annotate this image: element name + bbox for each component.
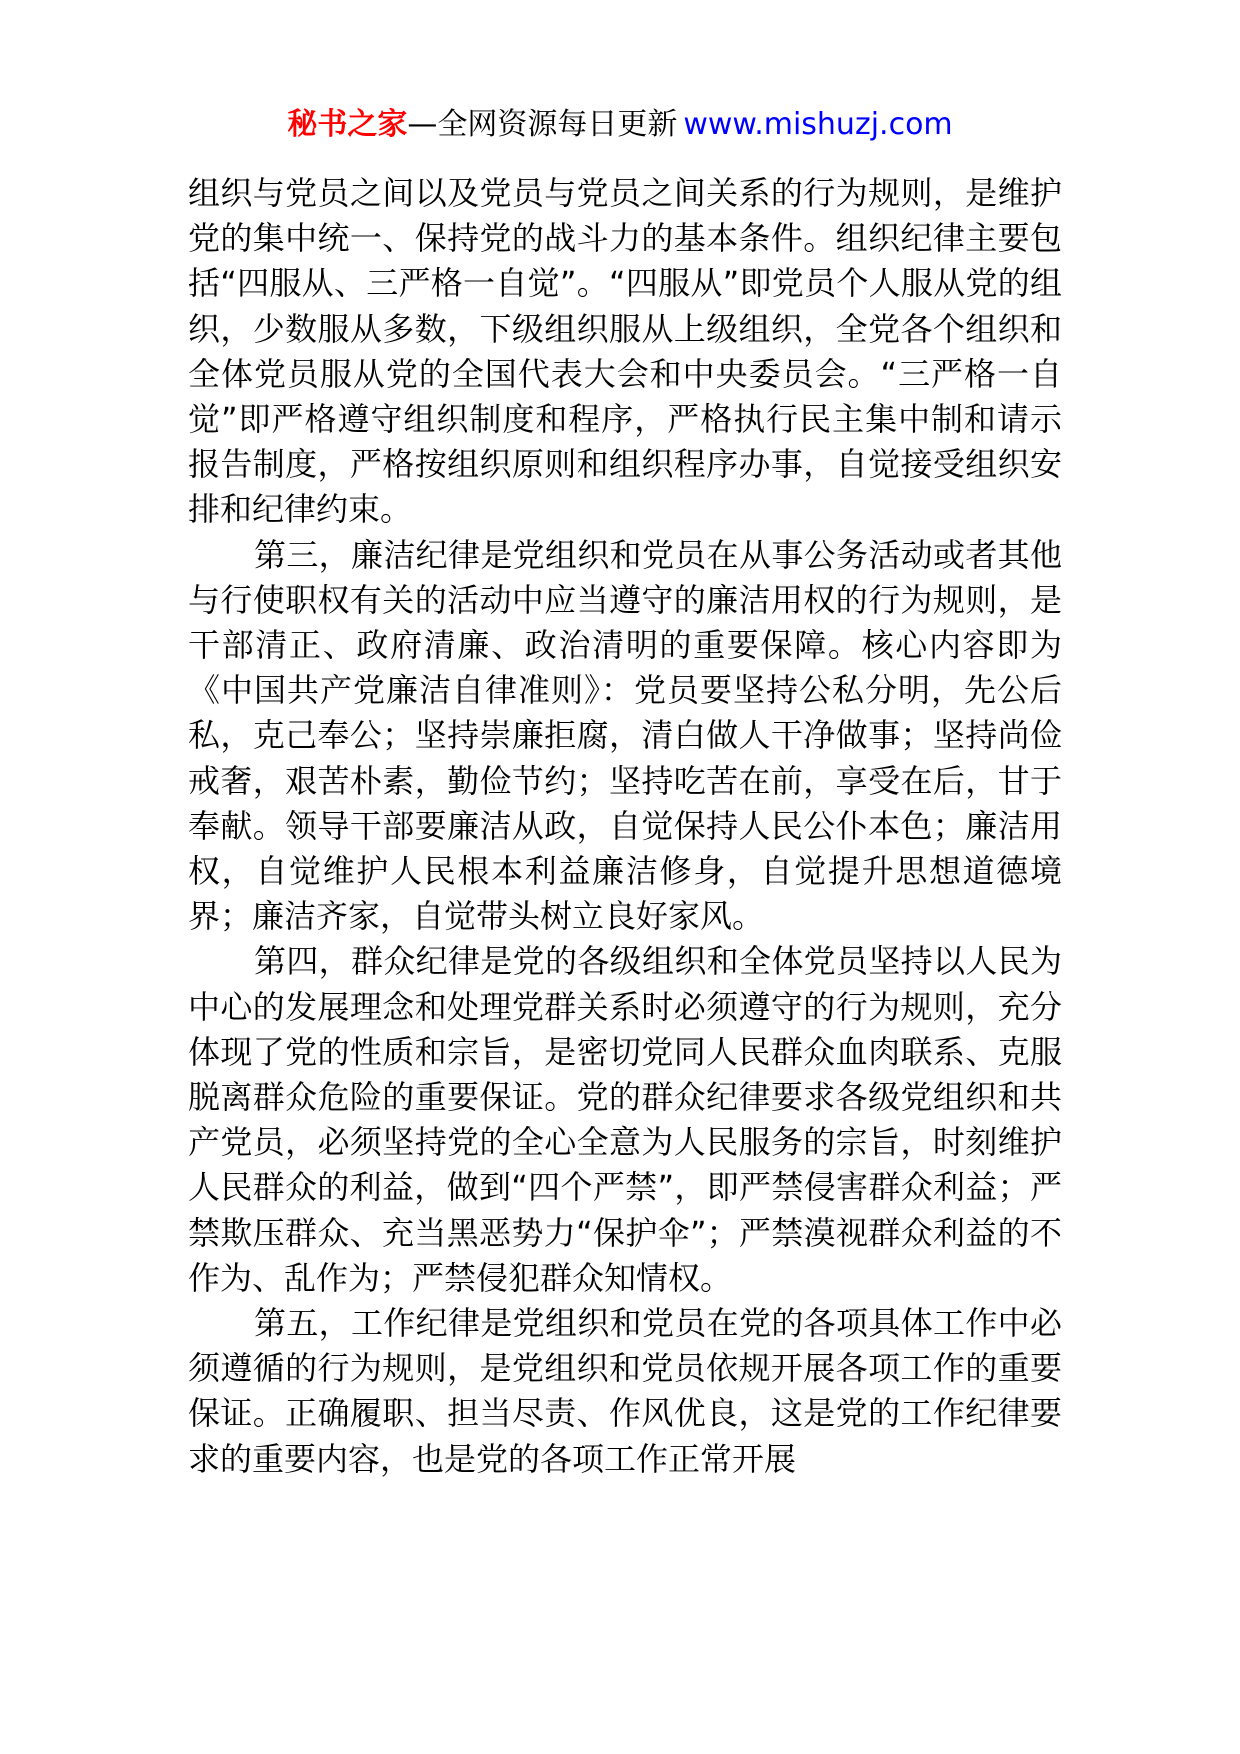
header-tagline: —全网资源每日更新 — [407, 107, 678, 142]
page-header — [0, 100, 1240, 150]
paragraph-integrity-discipline: 第三，廉洁纪律是党组织和党员在从事公务活动或者其他与行使职权有关的活动中应当遵守的廉洁用权的行为规则，是干部清正、政府清廉、政治清明的重要保障。核心内容即为《中国共产党廉洁自律准则》：党员要坚持公私分明，先公后私，克己奉公；坚持崇廉拒腐，清白做人干净做事；坚持尚俭戒奢，艰苦朴素，勤俭节约；坚持吃苦在前，享受在后，甘于奉献。领导干部要廉洁从政，自觉保持人民公仆本色；廉洁用权，自觉维护人民根本利益廉洁修身，自觉提升思想道德境界；廉洁齐家，自觉带头树立良好家风。 — [188, 535, 1062, 936]
paragraph-mass-discipline: 第四，群众纪律是党的各级组织和全体党员坚持以人民为中心的发展理念和处理党群关系时必须遵守的行为规则，充分体现了党的性质和宗旨，是密切党同人民群众血肉联系、克服脱离群众危险的重要保证。党的群众纪律要求各级党组织和共产党员，必须坚持党的全心全意为人民服务的宗旨，时刻维护人民群众的利益，做到“四个严禁”，即严禁侵害群众利益；严禁欺压群众、充当黑恶势力“保护伞”；严禁漠视群众利益的不作为、乱作为；严禁侵犯群众知情权。 — [188, 942, 1062, 1297]
site-url-link[interactable]: www.mishuzj.com — [683, 107, 953, 142]
document-body — [188, 171, 1062, 1482]
brand-name: 秘书之家 — [287, 107, 408, 142]
paragraph-organization-discipline: 组织与党员之间以及党员与党员之间关系的行为规则，是维护党的集中统一、保持党的战斗力的基本条件。组织纪律主要包括“四服从、三严格一自觉”。“四服从”即党员个人服从党的组织，少数服从多数，下级组织服从上级组织，全党各个组织和全体党员服从党的全国代表大会和中央委员会。“三严格一自觉”即严格遵守组织制度和程序，严格执行民主集中制和请示报告制度，严格按组织原则和组织程序办事，自觉接受组织安排和纪律约束。 — [188, 174, 1062, 529]
paragraph-work-discipline: 第五，工作纪律是党组织和党员在党的各项具体工作中必须遵循的行为规则，是党组织和党员依规开展各项工作的重要保证。正确履职、担当尽责、作风优良，这是党的工作纪律要求的重要内容，也是党的各项工作正常开展 — [188, 1304, 1062, 1478]
